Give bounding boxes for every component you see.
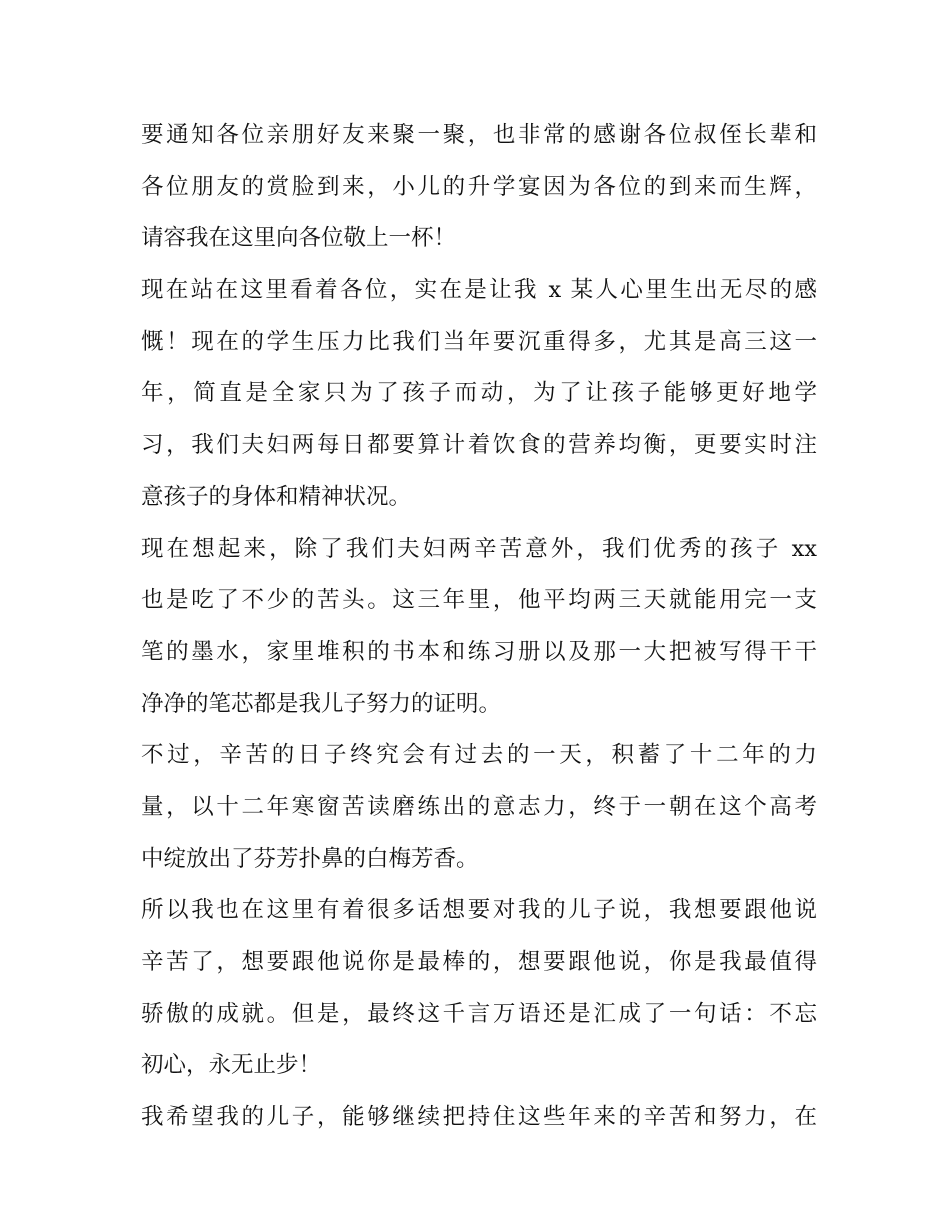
paragraph-6	[141, 1092, 817, 1144]
text-line: 笔的墨水，家里堆积的书本和练习册以及那一大把被写得干干	[141, 638, 817, 665]
text-line: 骄傲的成就。但是，最终这千言万语还是汇成了一句话：不忘	[141, 1000, 817, 1027]
text-line: 请容我在这里向各位敬上一杯！	[141, 225, 457, 252]
text-line: 所以我也在这里有着很多话想要对我的儿子说，我想要跟他说	[141, 897, 817, 924]
text-line: 不过，辛苦的日子终究会有过去的一天，积蓄了十二年的力	[141, 742, 817, 769]
text-line: 量，以十二年寒窗苦读磨练出的意志力，终于一朝在这个高考	[141, 793, 817, 820]
text-line: 要通知各位亲朋好友来聚一聚，也非常的感谢各位叔侄长辈和	[141, 122, 817, 148]
paragraph-4	[141, 730, 817, 885]
text-line: 净净的笔芯都是我儿子努力的证明。	[141, 690, 502, 717]
paragraph-1	[141, 110, 817, 265]
document-body	[141, 110, 817, 1144]
text-line: 也是吃了不少的苦头。这三年里，他平均两三天就能用完一支	[141, 587, 817, 614]
text-line: 现在站在这里看着各位，实在是让我 x 某人心里生出无尽的感	[141, 277, 817, 304]
text-line: 辛苦了，想要跟他说你是最棒的，想要跟他说，你是我最值得	[141, 949, 817, 975]
text-line: 现在想起来，除了我们夫妇两辛苦意外，我们优秀的孩子 xx	[141, 535, 817, 562]
text-line: 初心，永无止步！	[141, 1052, 322, 1079]
text-line: 各位朋友的赏脸到来，小儿的升学宴因为各位的到来而生辉，	[141, 173, 817, 200]
text-line: 中绽放出了芬芳扑鼻的白梅芳香。	[141, 845, 479, 872]
text-line: 年，简直是全家只为了孩子而动，为了让孩子能够更好地学	[141, 380, 817, 407]
paragraph-5	[141, 885, 817, 1092]
text-line: 习，我们夫妇两每日都要算计着饮食的营养均衡，更要实时注	[141, 432, 817, 459]
paragraph-3	[141, 524, 817, 731]
paragraph-2	[141, 265, 817, 523]
text-line: 我希望我的儿子，能够继续把持住这些年来的辛苦和努力，在	[141, 1104, 817, 1131]
text-line: 慨！现在的学生压力比我们当年要沉重得多，尤其是高三这一	[141, 328, 817, 355]
text-line: 意孩子的身体和精神状况。	[141, 483, 412, 510]
